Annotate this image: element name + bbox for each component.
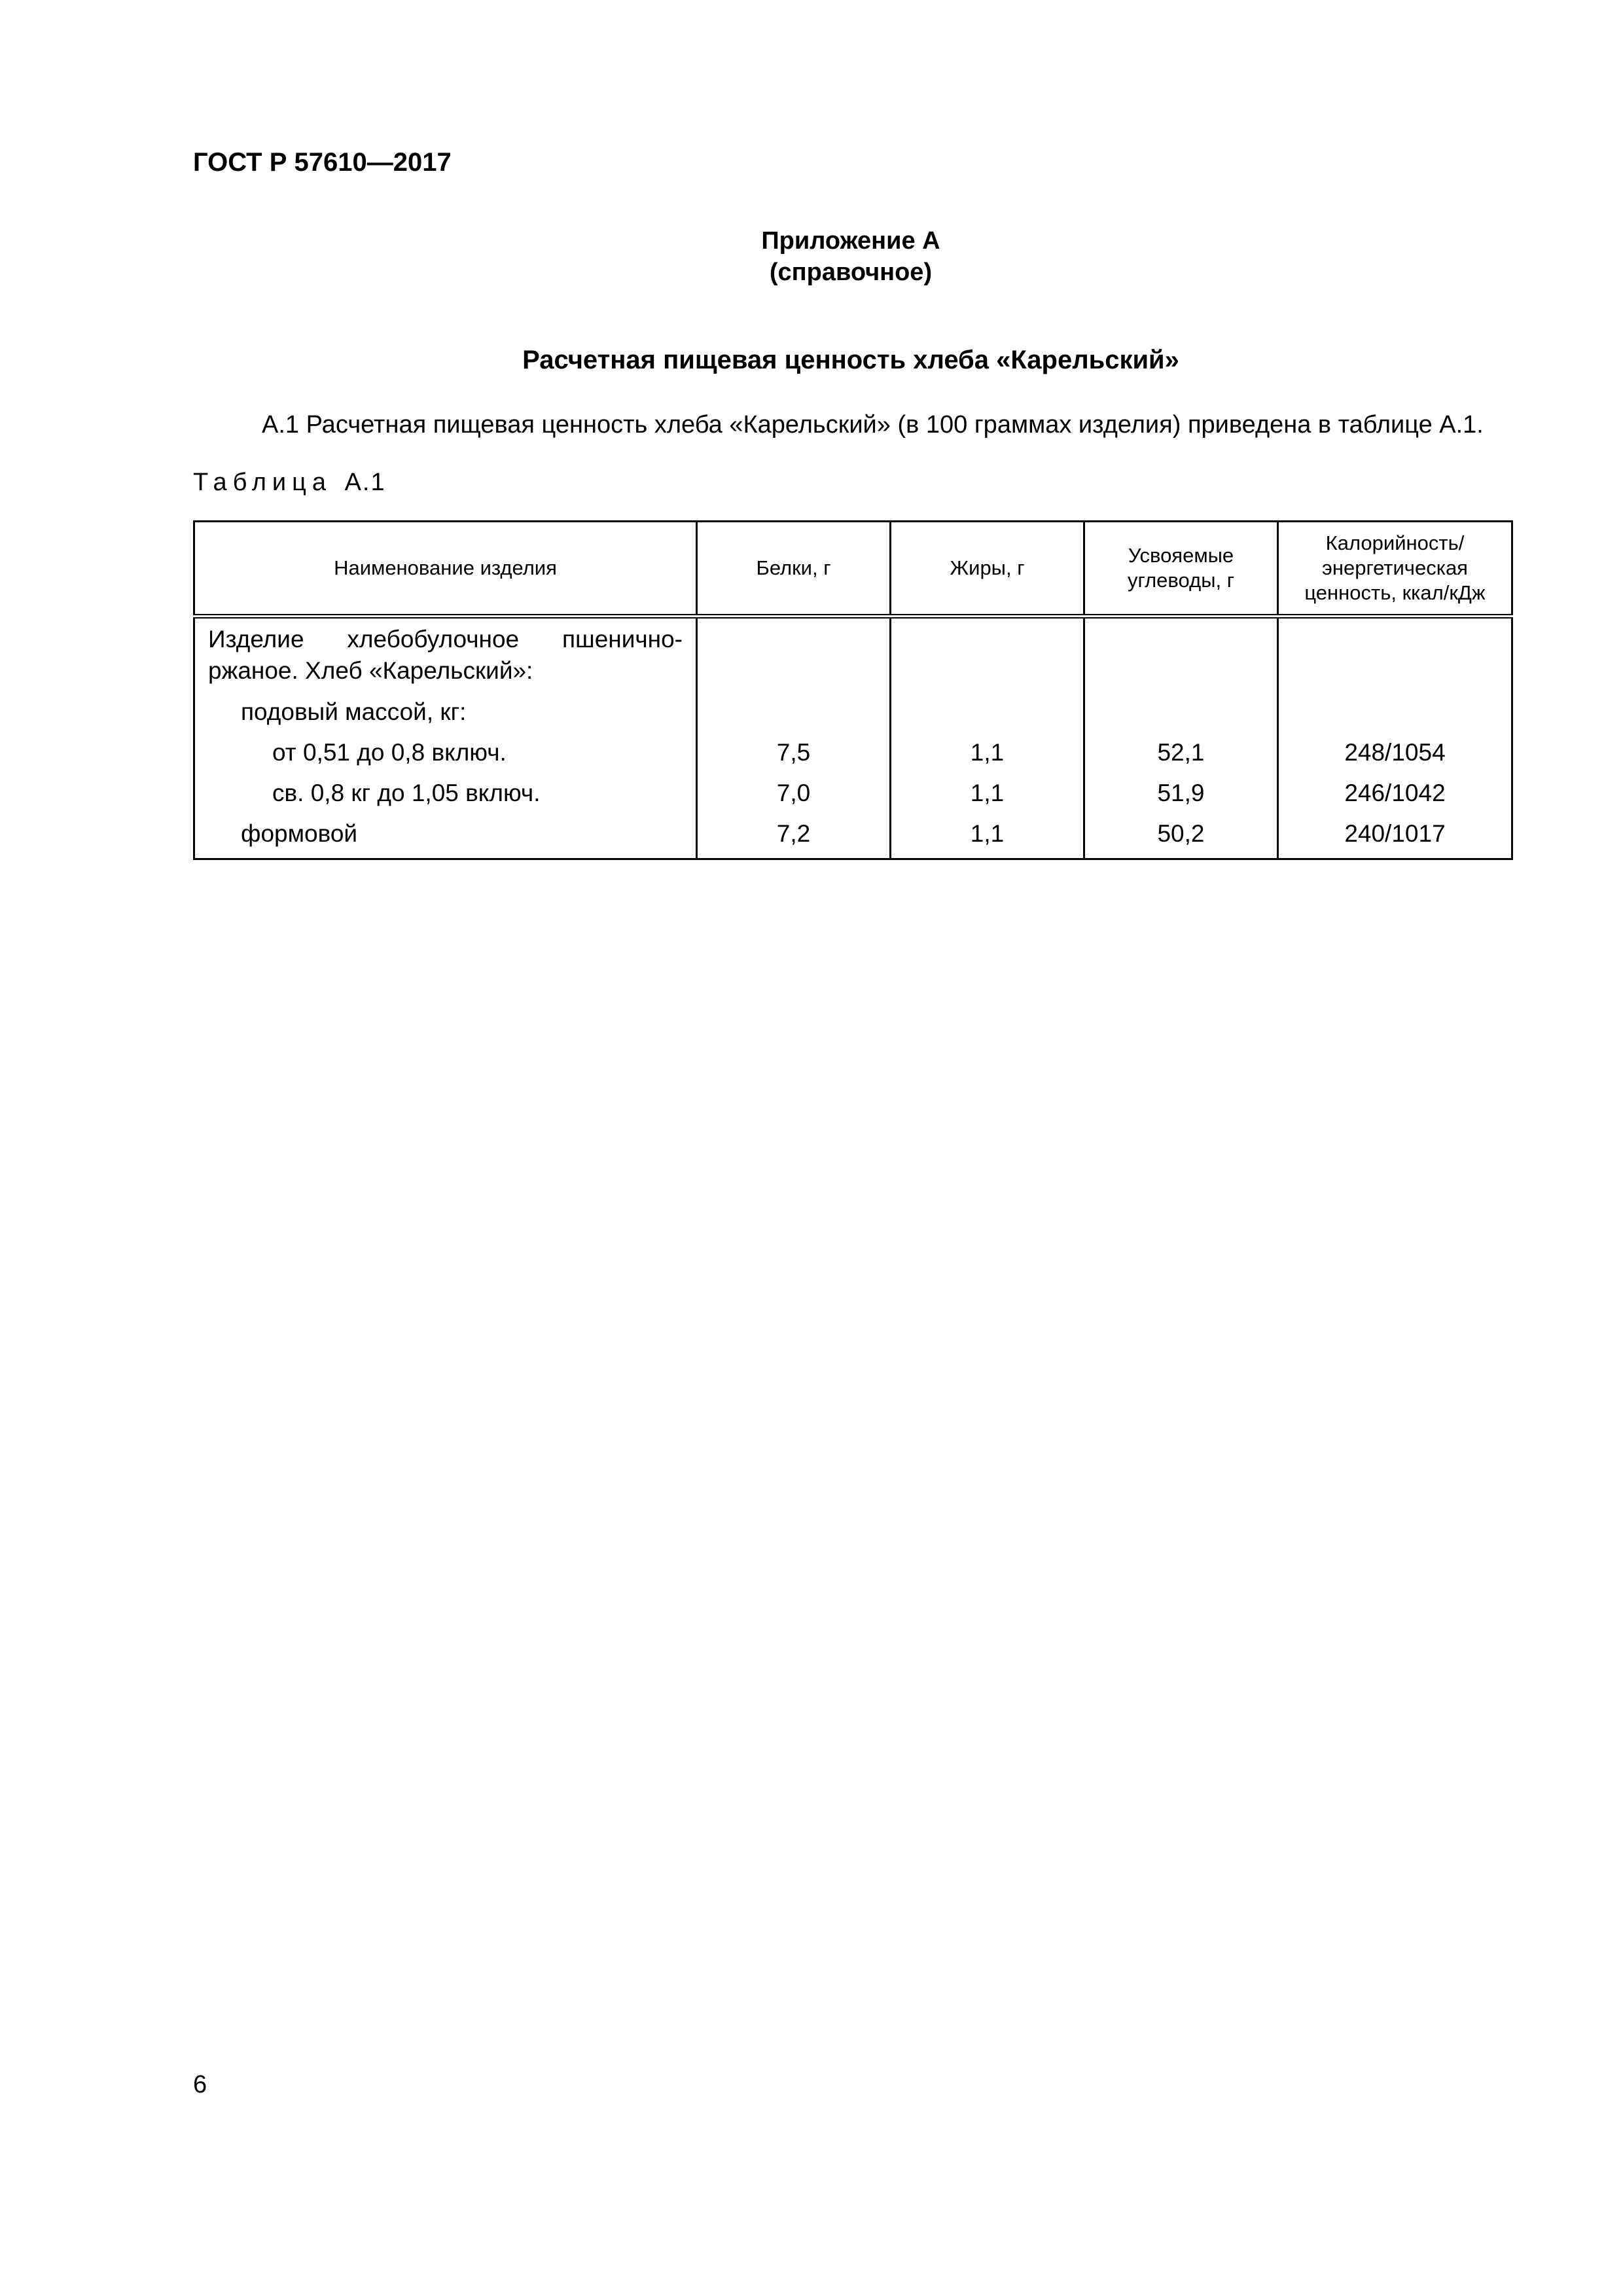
- cell-product-name: подовый массой, кг:: [194, 692, 697, 732]
- cell-protein: [697, 692, 891, 732]
- header-carbs: Усвояемые углеводы, г: [1084, 522, 1278, 617]
- cell-product-name: формовой: [194, 814, 697, 859]
- table-row: [194, 732, 1512, 773]
- standard-code: ГОСТ Р 57610—2017: [193, 148, 452, 177]
- table-row: [194, 617, 1512, 692]
- page-number: 6: [193, 2071, 207, 2098]
- cell-fat: 1,1: [891, 732, 1084, 773]
- table-row: [194, 773, 1512, 814]
- cell-carbs: [1084, 617, 1278, 692]
- cell-protein: 7,5: [697, 732, 891, 773]
- cell-fat: [891, 692, 1084, 732]
- cell-fat: 1,1: [891, 814, 1084, 859]
- table-header-row: [194, 522, 1512, 617]
- header-energy: Калорийность/ энергетическая ценность, ккал/кДж: [1278, 522, 1512, 617]
- cell-energy: 240/1017: [1278, 814, 1512, 859]
- cell-energy: 248/1054: [1278, 732, 1512, 773]
- intro-paragraph: А.1 Расчетная пищевая ценность хлеба «Карельский» (в 100 граммах изделия) приведена в таблице А.1.: [262, 411, 1484, 439]
- cell-energy: [1278, 692, 1512, 732]
- table-caption: [193, 469, 386, 497]
- cell-fat: 1,1: [891, 773, 1084, 814]
- cell-carbs: 50,2: [1084, 814, 1278, 859]
- header-fat: Жиры, г: [891, 522, 1084, 617]
- cell-protein: [697, 617, 891, 692]
- cell-product-name: Изделие хлебобулочное пшенично-ржаное. Хлеб «Карельский»:: [194, 617, 697, 692]
- table-row: [194, 692, 1512, 732]
- cell-fat: [891, 617, 1084, 692]
- cell-protein: 7,0: [697, 773, 891, 814]
- cell-energy: 246/1042: [1278, 773, 1512, 814]
- header-product-name: Наименование изделия: [194, 522, 697, 617]
- table-caption-number: А.1: [344, 469, 386, 496]
- appendix-heading: [0, 225, 1623, 288]
- appendix-title: Расчетная пищевая ценность хлеба «Карельский»: [522, 346, 1179, 374]
- cell-protein: 7,2: [697, 814, 891, 859]
- cell-carbs: [1084, 692, 1278, 732]
- cell-product-name: св. 0,8 кг до 1,05 включ.: [194, 773, 697, 814]
- cell-carbs: 52,1: [1084, 732, 1278, 773]
- cell-product-name: от 0,51 до 0,8 включ.: [194, 732, 697, 773]
- table-row: [194, 814, 1512, 859]
- table-caption-word: Таблица: [193, 469, 332, 496]
- appendix-status: (справочное): [769, 259, 933, 286]
- cell-energy: [1278, 617, 1512, 692]
- header-protein: Белки, г: [697, 522, 891, 617]
- cell-carbs: 51,9: [1084, 773, 1278, 814]
- appendix-label: Приложение А: [761, 227, 940, 255]
- nutrition-table: [193, 520, 1513, 860]
